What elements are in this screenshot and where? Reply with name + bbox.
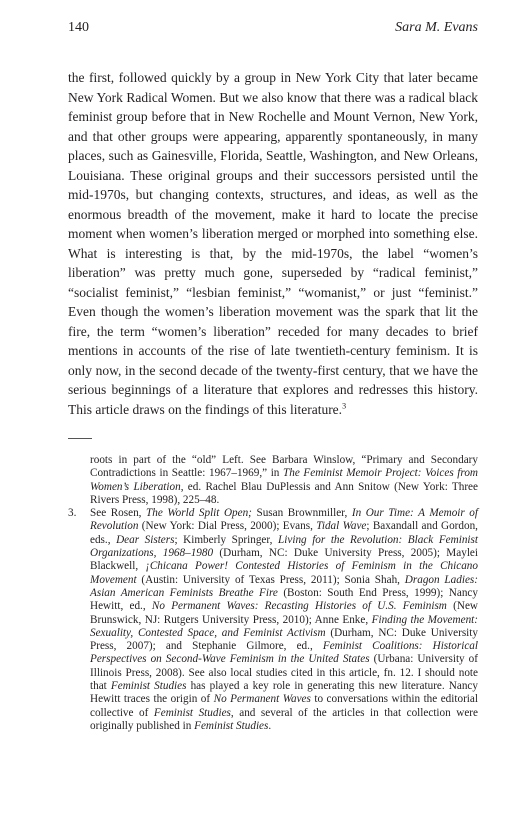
italic-title: In Our Time: A Memoir of Revolution — [90, 507, 479, 533]
italic-title: No Permanent Waves — [213, 693, 311, 706]
footnote-text: See Rosen, The World Split Open; Susan Brownmiller, In Our Time: A Memoir of Revolution (New York: Dial Press, 2000); Evans, Tidal Wave; Baxandall and Gordon, eds., Dear Sisters; Kimberly Springer, Living for the Revolution: Black Feminist Organizations, 1968–1980 (Durham, NC: Duke University Press, 2005); Maylei Blackwell, ¡Chicana Power! Contested Histories of Feminism in the Chicano Movement (Austin: University of Texas Press, 2011); Sonia Shah, Dragon Ladies: Asian American Feminists Breathe Fire (Boston: South End Press, 1999); Nancy Hewitt, ed., No Permanent Waves: Recasting Histories of U.S. Feminism (New Brunswick, NJ: Rutgers University Press, 2010); Anne Enke, Finding the Movement: Sexuality, Contested Space, and Feminist Activism (Durham, NC: Duke University Press, 2007); and Stephanie Gilmore, ed., Feminist Coalitions: Historical Perspectives on Second-Wave Feminism in the United States (Urbana: University of Illinois Press, 2008). See also local studies cited in this article, fn. 12. I should note that Feminist Studies has played a key role in generating this new literature. Nancy Hewitt traces the origin of No Permanent Waves to conversations within the editorial collective of Feminist Studies, and several of the articles in that collection were originally published in Feminist Studies. — [90, 507, 479, 732]
footnote-number: 3. — [68, 507, 77, 520]
italic-title: Feminist Studies — [194, 719, 269, 732]
footnote-continued — [68, 454, 478, 507]
italic-title: Feminist Coalitions: Historical Perspectives on Second-Wave Feminism in the United States — [90, 640, 478, 666]
page-number: 140 — [68, 20, 89, 35]
footnote-3 — [68, 507, 478, 733]
italic-title: Finding the Movement: Sexuality, Contested Space, and Feminist Activism — [90, 613, 478, 639]
footnote-text: roots in part of the “old” Left. See Barbara Winslow, “Primary and Secondary Contradictions in Seattle: 1967–1969,” in The Feminist Memoir Project: Voices from Women’s Liberation, ed. Rachel Blau DuPlessis and Ann Snitow (New York: Three Rivers Press, 1998), 225–48. — [90, 454, 479, 506]
italic-title: ¡Chicana Power! Contested Histories of Feminism in the Chicano Movement — [90, 560, 478, 586]
italic-title: No Permanent Waves: Recasting Histories of U.S. Feminism — [151, 600, 447, 613]
footnotes — [68, 454, 478, 733]
italic-title: The Feminist Memoir Project: Voices from Women’s Liberation — [90, 467, 479, 493]
footnote-reference: 3 — [342, 401, 347, 410]
footnote-separator — [68, 438, 92, 439]
italic-title: Living for the Revolution: Black Feminist Organizations, 1968–1980 — [90, 533, 478, 560]
running-head — [68, 20, 478, 40]
running-head-author: Sara M. Evans — [395, 20, 478, 35]
italic-title: Dragon Ladies: Asian American Feminists Breathe Fire — [90, 573, 478, 599]
italic-title: Tidal Wave — [316, 520, 367, 533]
italic-title: The World Split Open; — [146, 507, 252, 520]
body-paragraph-text: the first, followed quickly by a group in New York City that later became New York Radical Women. But we also know that there was a radical black feminist group before that in New Rochelle and Mount Vernon, New York, and that other groups were appearing, apparently spontaneously, in many places, such as Gainesville, Florida, Seattle, Washington, and New Orleans, Louisiana. These original groups and their successors persisted until the mid-1970s, but changing contexts, structures, and ideas, as well as the enormous breadth of the movement, make it hard to locate the precise moment when women’s liberation merged or morphed into something else. What is interesting is that, by the mid-1970s, the label “women’s liberation” was pretty much gone, superseded by “radical feminist,” “socialist feminist,” “lesbian feminist,” “womanist,” or just “feminist.” Even though the women’s liberation movement was the spark that lit the fire, the term “women’s liberation” receded for many decades to brief mentions in accounts of the rise of late twentieth-century feminism. It is only now, in the second decade of the twenty-first century, that we have the serious beginnings of a literature that explores and redresses this history. This article draws on the findings of this literature. — [68, 70, 478, 417]
body-paragraph — [68, 68, 478, 419]
italic-title: Dear Sisters — [116, 533, 175, 546]
italic-title: Feminist Studies — [153, 706, 231, 719]
footnote-number-blank — [68, 454, 90, 507]
italic-title: Feminist Studies — [110, 680, 187, 693]
